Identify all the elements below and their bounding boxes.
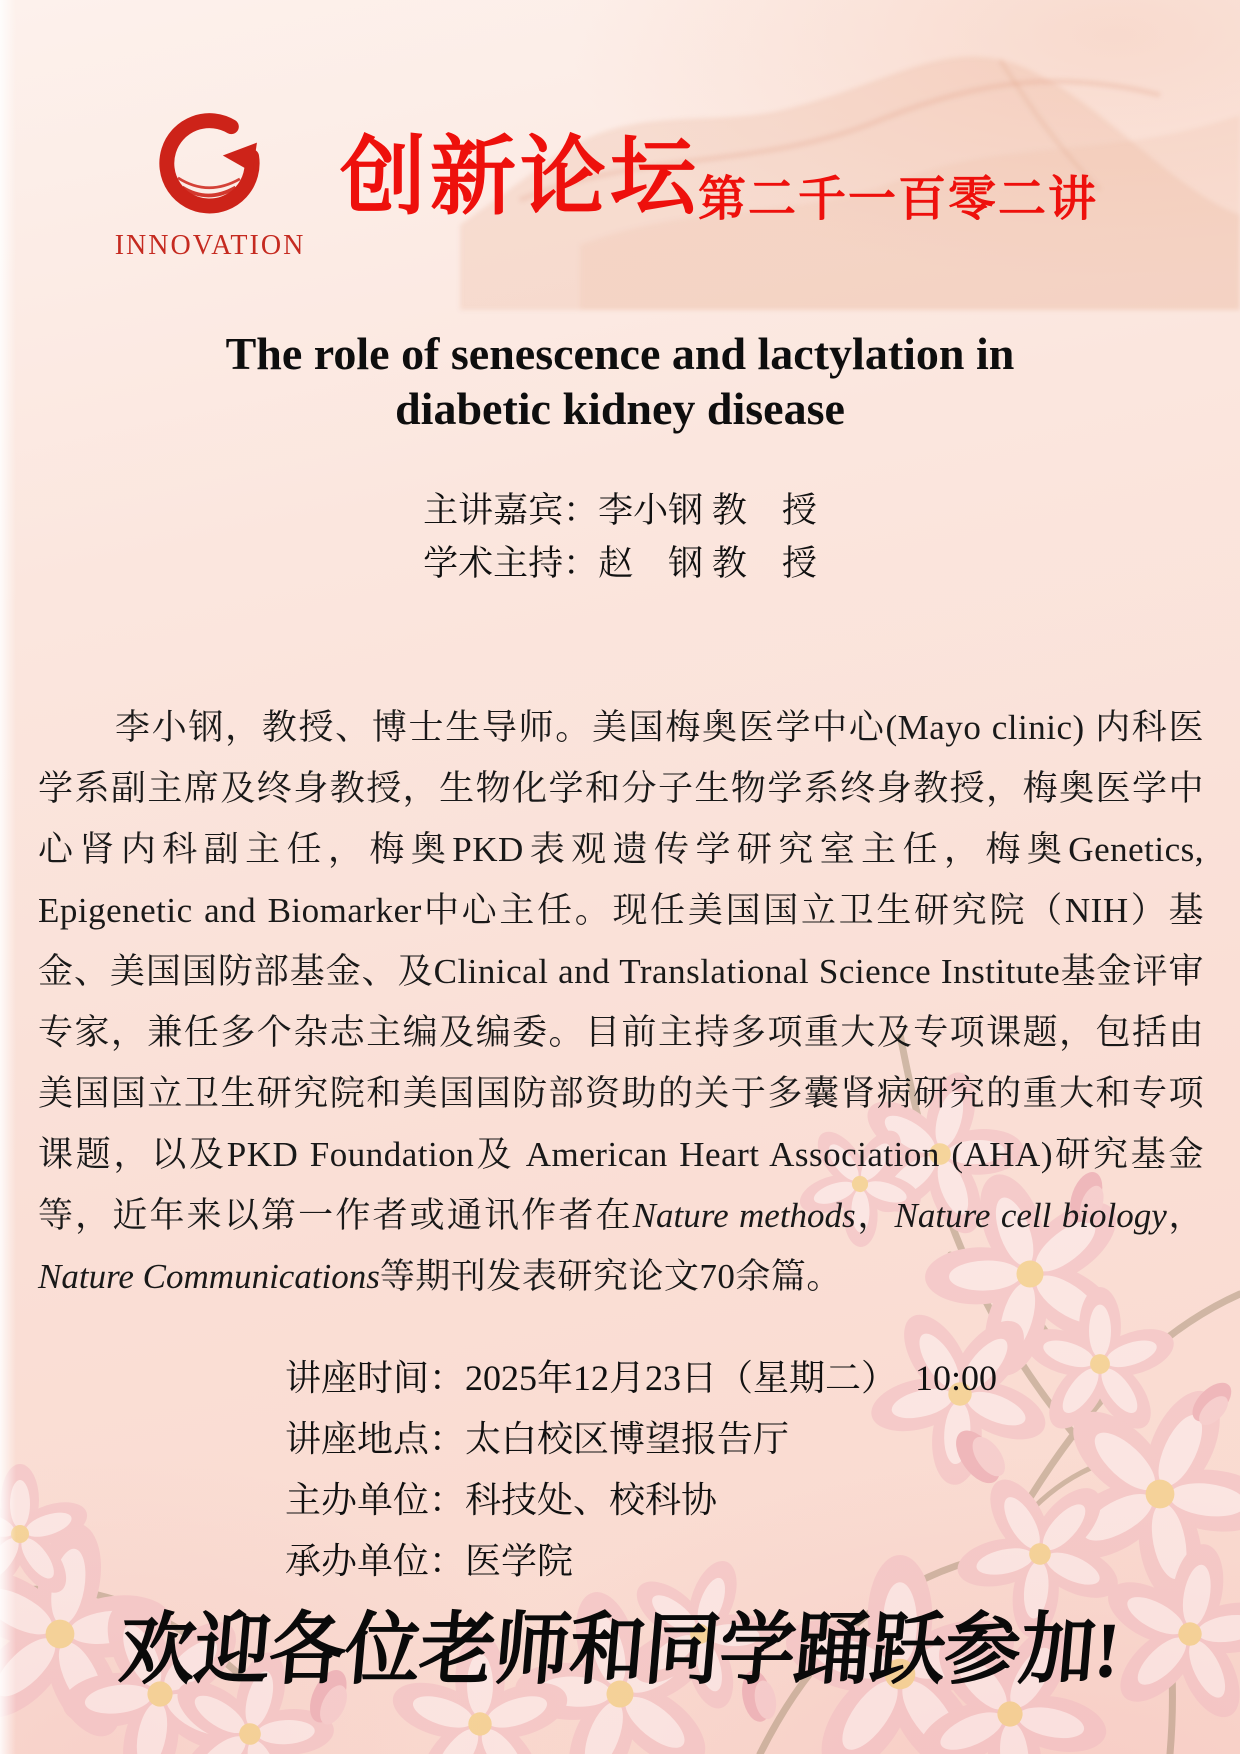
bio-segment-journal: Nature cell biology (894, 1196, 1167, 1235)
event-organizer-line: 主办单位：科技处、校科协 (285, 1480, 718, 1520)
speaker-biography (38, 697, 1204, 1307)
bio-segment: 李小钢，教授、博士生导师。美国梅奥医学中心(Mayo clinic) 内科医学系副主席及终身教授，生物化学和分子生物学系终身教授，梅奥医学中心肾内科副主任，梅奥PKD表观遗传学研究室主任，梅奥Genetics, Epigenetic and Biomarker中心主任。现任美国国立卫生研究院（NIH）基金、美国国防部基金、及Clinical and Translational Science Institute基金评审专家，兼任多个杂志主编及编委。目前主持多项重大及专项课题，包括由美国国立卫生研究院和美国国防部资助的关于多囊肾病研究的重大和专项课题，以及PKD Foundation及 American Heart Association (AHA)研究基金等，近年来以第一作者或通讯作者在 (38, 708, 1204, 1235)
lecture-title (0, 326, 1240, 436)
forum-title: 创新论坛 (340, 129, 700, 225)
speaker-line: 主讲嘉宾：李小钢 教 授 (423, 491, 817, 530)
bio-segment: 等期刊发表研究论文70余篇。 (379, 1257, 842, 1296)
bio-segment: ， (1166, 1196, 1204, 1235)
event-time-line: 讲座时间：2025年12月23日（星期二） 10:00 (285, 1358, 998, 1398)
event-location-line: 讲座地点：太白校区博望报告厅 (285, 1419, 790, 1459)
innovation-logo (100, 100, 320, 262)
host-line: 学术主持：赵 钢 教 授 (423, 544, 817, 583)
bio-segment: ， (855, 1196, 895, 1235)
lecture-title-line1: The role of senescence and lactylation in (225, 328, 1015, 379)
innovation-logo-text: INNOVATION (114, 230, 306, 261)
bio-segment-journal: Nature Communications (38, 1257, 380, 1296)
welcome-message: 欢迎各位老师和同学踊跃参加! (115, 1606, 1123, 1694)
innovation-logo-icon (146, 100, 274, 228)
event-details (285, 1348, 997, 1592)
bio-segment-journal: Nature methods (632, 1196, 856, 1235)
lecture-title-line2: diabetic kidney disease (395, 383, 845, 435)
lecture-number: 第二千一百零二讲 (698, 173, 1099, 226)
people-block (0, 484, 1240, 590)
event-undertaker-line: 承办单位：医学院 (285, 1541, 574, 1581)
